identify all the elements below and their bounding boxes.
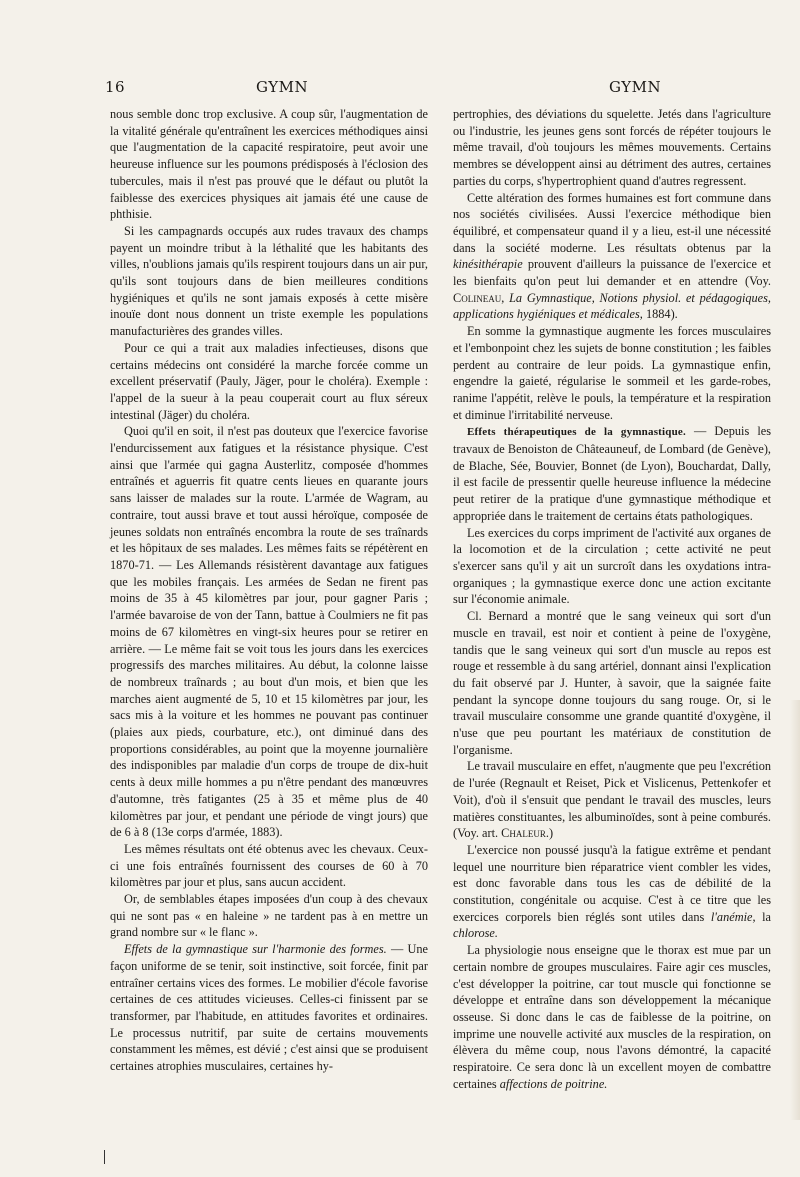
author-name: Colineau, bbox=[453, 290, 505, 305]
paragraph bbox=[110, 941, 428, 1075]
page-edge-shadow bbox=[790, 700, 800, 1120]
paragraph-text: — Une façon uniforme de se tenir, soit instinctive, soit forcée, finit par entraîner certains vices des formes. Le mobilier d'école favorise certaines de ces attitudes vicieuses. Celles-ci finissent par se transformer, par l'habitude, en attitudes favorites et ordinaires. Le processus nutritif, par suite de certains mouvements constamment les mêmes, est dévié ; c'est ainsi que se produisent certaines atrophies musculaires, certaines hy- bbox=[110, 942, 428, 1074]
work-title: La Gymnastique, Notions physiol. et pédagogiques, applications hygiéniques et médicales, bbox=[453, 290, 772, 322]
paragraph-text: Cette altération des formes humaines est fort commune dans nos sociétés civilisées. Aussi l'exercice méthodique bien équilibré, et compensateur quand il y a lieu, est-il une nécessité dans la société moderne. Les résultats obtenus par la bbox=[453, 190, 771, 255]
paragraph: pertrophies, des déviations du squelette. Jetés dans l'agriculture ou l'industrie, les jeunes gens sont forcés de répéter toujours le même travail, d'où toujours les mêmes mouvements. Certains membres se développent ainsi au détriment des autres, certaines parties du corps, s'hypertrophient quand d'autres regressent. bbox=[453, 107, 771, 188]
paragraph bbox=[453, 190, 771, 324]
paragraph: Les mêmes résultats ont été obtenus avec les chevaux. Ceux-ci une fois entraînés fournissent des courses de 60 à 70 kilomètres par jour et plus, sans aucun accident. bbox=[110, 841, 428, 890]
paragraph-text: La physiologie nous enseigne que le thorax est mue par un certain nombre de groupes musculaires. Faire agir ces muscles, c'est développer la poitrine, car tout muscle qui fonctionne se développe et entraîne dans son développement la mécanique osseuse. Si donc dans le cas de faiblesse de la poitrine, on imprime une nouvelle activité aux muscles de la respiration, on élèvera du même coup, nous l'avons démontré, la capacité respiratoire. Ce sera donc là un excellent moyen de combattre certaines bbox=[453, 943, 771, 1091]
paragraph-text: la bbox=[762, 909, 772, 924]
page-number: 16 bbox=[105, 78, 126, 96]
paragraph-text: — Depuis les travaux de Benoiston de Châteauneuf, de Lombard (de Genève), de Blache, Sée, Bouvier, Bonnet (de Lyon), Bouchardat, Dally, il est facile de pressentir quelle heureuse influence la médecine peut retirer de la pratique d'une gymnastique méthodique et appropriée dans le traitement de certains états pathologiques. bbox=[453, 424, 771, 523]
section-title: Effets thérapeutiques de la gymnastique. bbox=[467, 426, 686, 439]
paragraph: Si les campagnards occupés aux rudes travaux des champs payent un moindre tribut à la léthalité que les habitants des villes, n'oublions jamais qu'ils respirent toujours dans un air pur, qu'ils sont toujours dans de bien meilleures conditions hygiéniques et qu'ils ne sont jamais exposés à cette misère inouïe dont nous donnent un triste exemple les populations manufacturières des grandes villes. bbox=[110, 223, 428, 339]
paragraph: Cl. Bernard a montré que le sang veineux qui sort d'un muscle en travail, est noir et contient à peine de l'oxygène, tandis que le sang veineux qui sort d'un muscle au repos est rouge et ressemble à du sang artériel, donnant ainsi l'explication du fait observé par J. Hunter, à savoir, que la saignée faite pendant la syncope donne toujours du sang rouge. Or, si le travail musculaire consomme une grande quantité d'oxygène, il n'use que peu pourtant les matériaux de constitution de l'organisme. bbox=[453, 609, 771, 757]
paragraph bbox=[453, 423, 771, 524]
paragraph: En somme la gymnastique augmente les forces musculaires et l'embonpoint chez les sujets de bonne constitution ; les faibles perdent au contraire de leur poids. La gymnastique enfin, engendre la gaieté, régularise le sommeil et les garde-robes, ranime l'appétit, relève le pouls, la température et la respiration et diminue l'irritabilité nerveuse. bbox=[453, 324, 771, 422]
italic-term: affections de poitrine. bbox=[499, 1076, 608, 1091]
left-column bbox=[110, 106, 428, 1075]
paragraph-text: 1884). bbox=[645, 307, 678, 322]
paragraph-text: prouvent d'ailleurs la puissance de l'exercice et les bienfaits qu'on peut lui demander et en attendre (Voy. bbox=[453, 257, 771, 289]
paragraph bbox=[453, 942, 771, 1092]
right-column bbox=[453, 106, 771, 1092]
paragraph bbox=[453, 842, 771, 942]
paragraph: Les exercices du corps impriment de l'activité aux organes de la locomotion et de la circulation ; cette activité ne peut s'exercer sans qu'il y ait un surcroît dans les oxydations intra-organiques ; la gymnastique exerce donc une action excitante sur l'économie animale. bbox=[453, 525, 771, 607]
paragraph: nous semble donc trop exclusive. A coup sûr, l'augmentation de la vitalité générale qu'entraînent les exercices méthodiques ainsi que l'augmentation de la capacité respiratoire, peut avoir une heureuse influence sur les poumons prédisposés à l'éclosion des tubercules, mais il n'est pas prouvé que le défaut ou plutôt la faiblesse des exercices physiques ait jamais été une cause de phthisie. bbox=[110, 107, 428, 222]
running-head-left: GYMN bbox=[256, 78, 309, 96]
margin-mark bbox=[104, 1150, 105, 1164]
paragraph bbox=[453, 758, 771, 842]
paragraph: Or, de semblables étapes imposées d'un coup à des chevaux qui ne sont pas « en haleine » ne tardent pas à en mettre un grand nombre sur « le flanc ». bbox=[110, 892, 428, 940]
paragraph: Quoi qu'il en soit, il n'est pas douteux que l'exercice favorise l'endurcissement aux fatigues et la résistance physique. C'est ainsi que l'armée qui gagna Austerlitz, composée d'hommes entraînés et aguerris fit quatre cents lieues en quarante jours sans laisser de malades sur la route. L'armée de Wagram, au contraire, tout aussi brave et tout aussi héroïque, composée de jeunes soldats non entraînés encombra la route de ses traînards et les hôpitaux de ses malades. Les mêmes faits se répétèrent en 1870-71. — Les Allemands résistèrent davantage aux fatigues que les mobiles français. Les armées de Sedan ne firent pas moins de 35 à 45 kilomètres par jour, pour gagner Paris ; l'armée bavaroise de von der Tann, battue à Coulmiers ne fit pas moins de 67 kilomètres en vingt-six heures pour se retirer en arrière. — Le même fait se voit tous les jours dans les exercices progressifs des marches militaires. Au début, la colonne laisse de nombreux traînards ; au bout d'un mois, et bien que les marches aient augmenté de 5, 10 et 15 kilomètres par jour, les sacs mis à la voiture et les hommes ne pouvant pas continuer (plaies aux pieds, courbature, etc.), ont diminué dans des proportions considérables, au point que la moyenne journalière des indisponibles par maladie d'un corps de troupe de dix-huit cents à deux mille hommes a pu n'être pendant des manœuvres d'automne, très fatigantes (25 à 35 et même plus de 40 kilomètres par jour, et pendant une période de vingt jours) que de 6 à 8 (13e corps d'armée, 1883). bbox=[110, 424, 428, 840]
cross-reference: Chaleur.) bbox=[501, 826, 554, 841]
running-head-right: GYMN bbox=[609, 78, 662, 96]
paragraph-text: Le travail musculaire en effet, n'augmente que peu l'excrétion de l'urée (Regnault et Reiset, Pick et Vislicenus, Pettenkofer et Voit), d'où il s'ensuit que pendant le travail des muscles, leurs matières constituantes, les albuminoïdes, sont à peine comburés. (Voy. art. bbox=[453, 759, 771, 841]
paragraph: Pour ce qui a trait aux maladies infectieuses, disons que certains médecins ont considéré la marche forcée comme un excellent préservatif (Pauly, Jäger, pour le choléra). Exemple : l'appel de la sueur à la peau couperait court au flux séreux intestinal (Jäger) du choléra. bbox=[110, 340, 428, 422]
italic-term: l'anémie, bbox=[710, 909, 756, 924]
italic-term: chlorose. bbox=[453, 926, 498, 941]
paragraph-text: L'exercice non poussé jusqu'à la fatigue extrême et pendant lequel une nourriture bien réparatrice vient combler les vides, est donc favorable dans tous les cas de débilité de la constitution, congénitale ou acquise. C'est à ce titre que les exercices corporels bien réglés sont utiles dans bbox=[453, 842, 771, 924]
italic-term: kinésithérapie bbox=[453, 257, 523, 272]
section-title: Effets de la gymnastique sur l'harmonie des formes. bbox=[124, 942, 387, 957]
